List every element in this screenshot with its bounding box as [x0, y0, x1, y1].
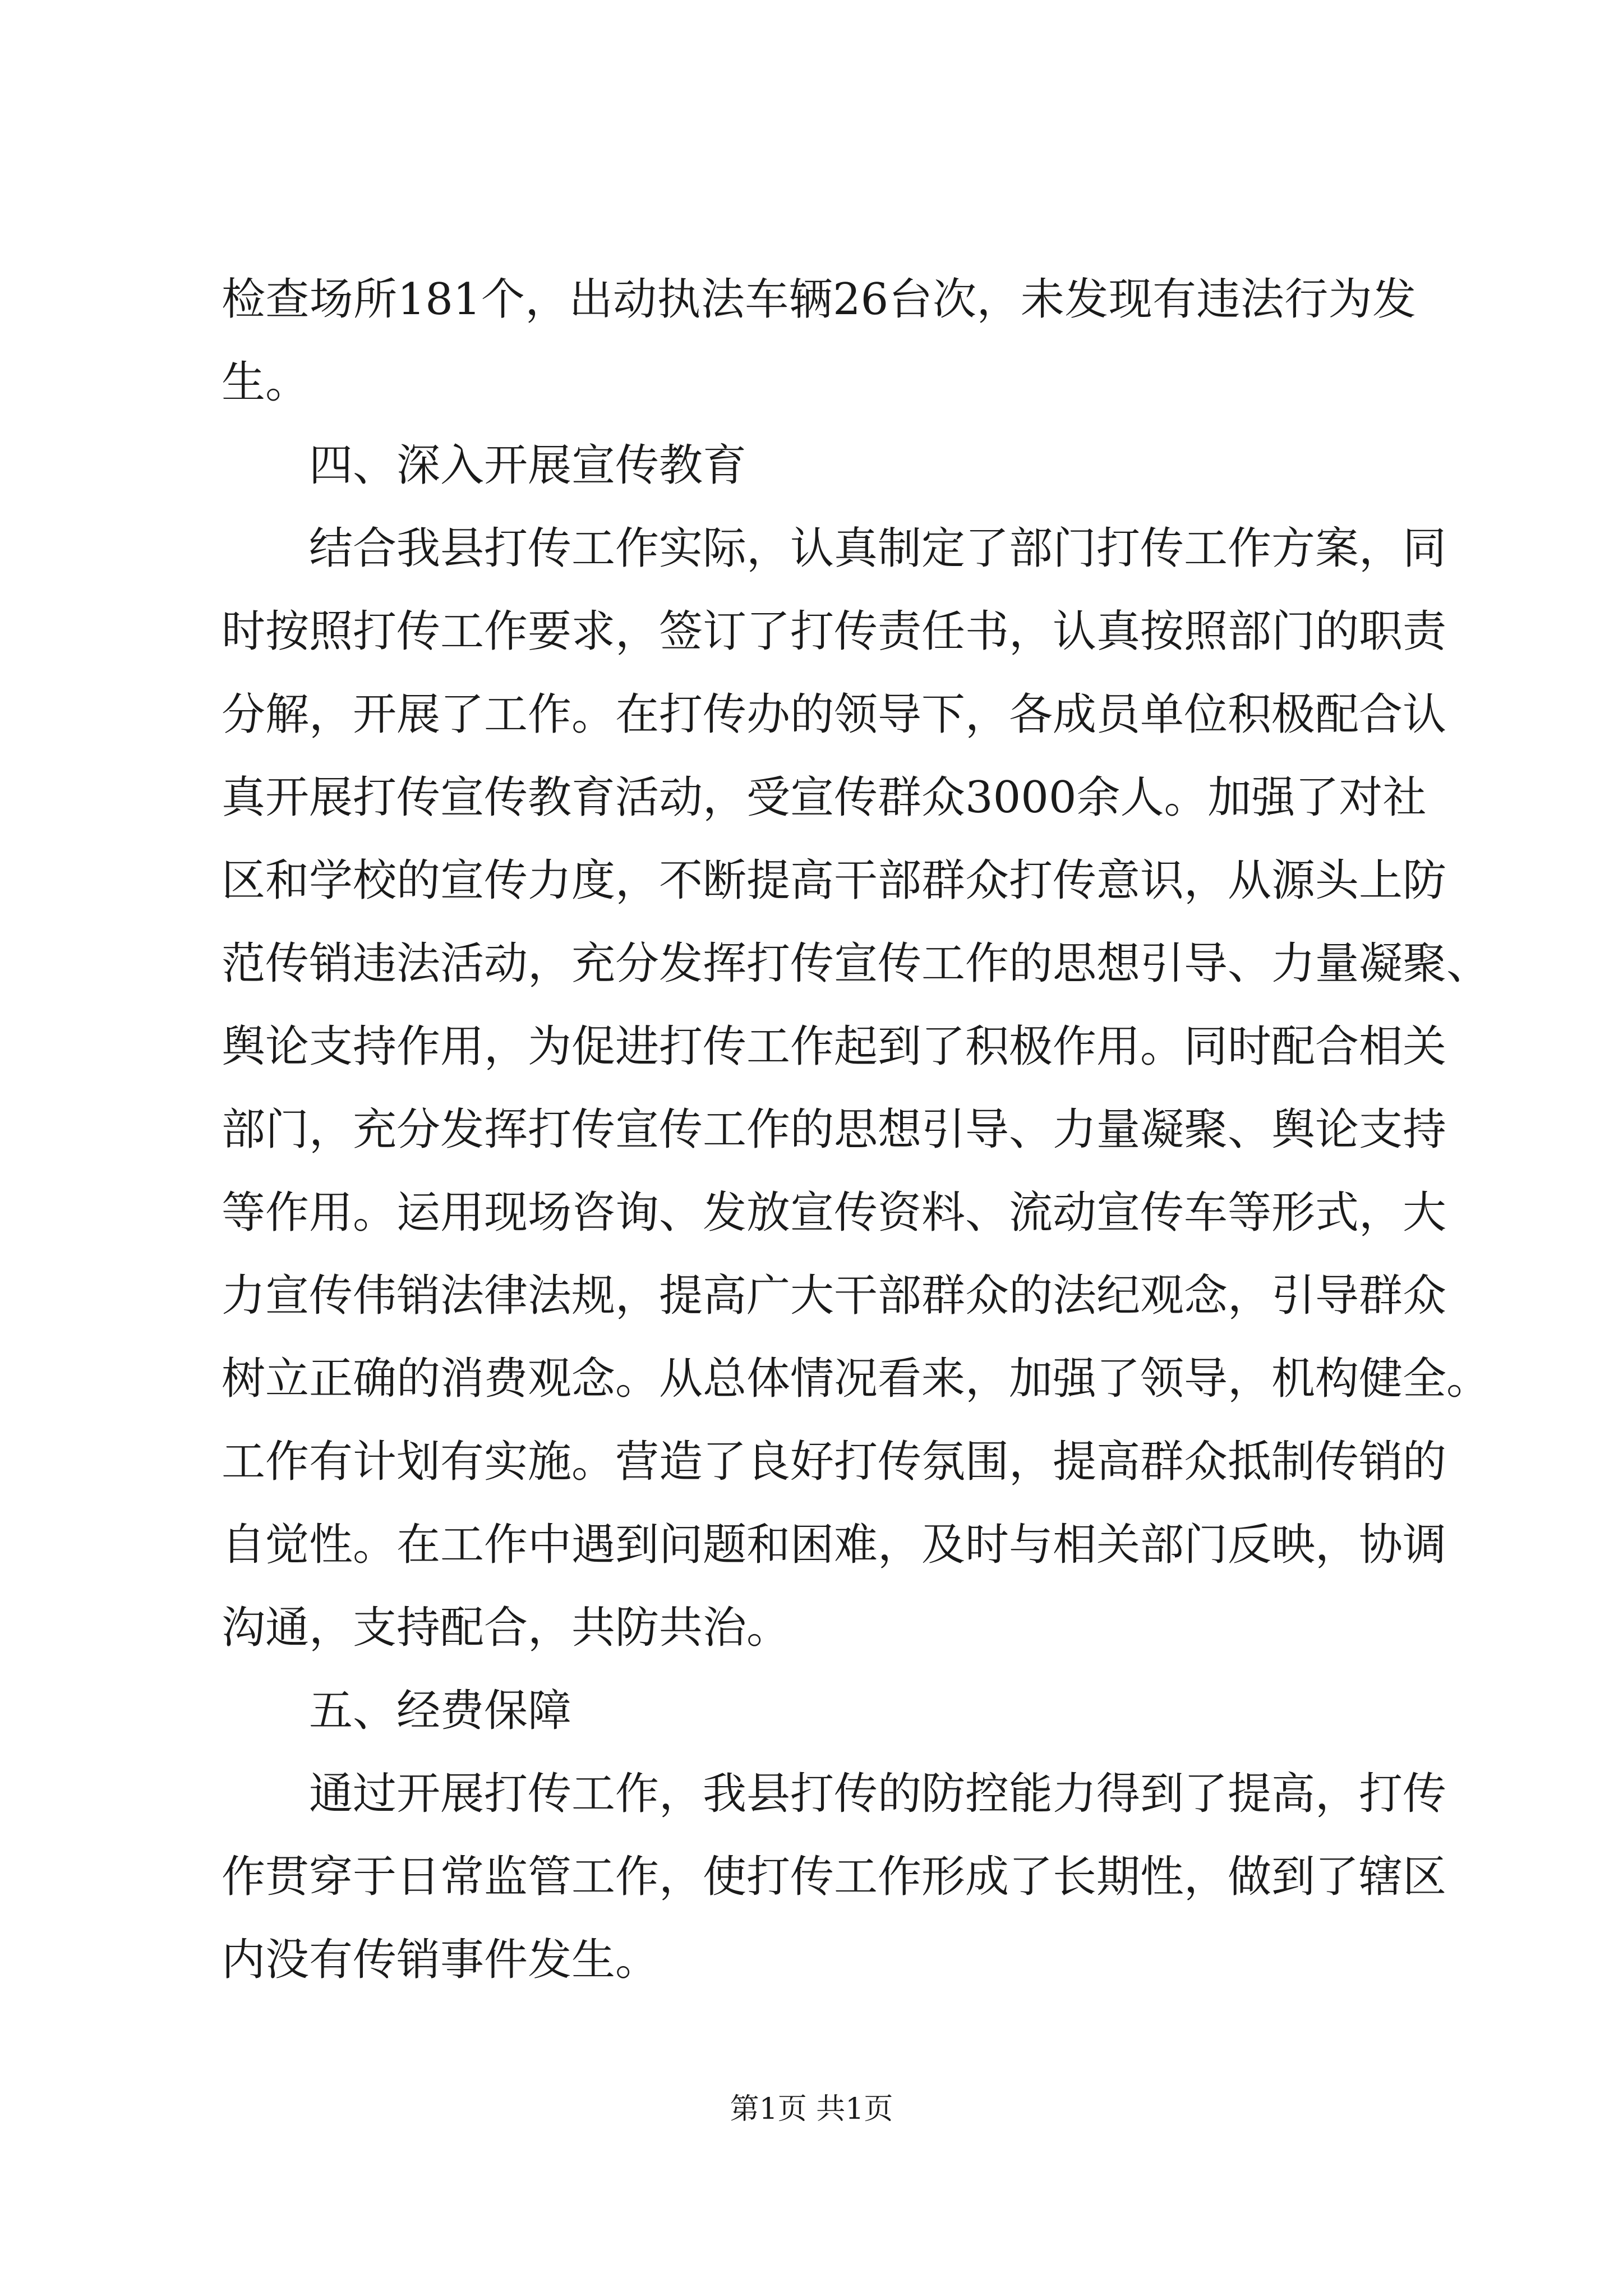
body-line: 等作用。运用现场咨询、发放宣传资料、流动宣传车等形式，大	[222, 1188, 1447, 1238]
body-line: 作贯穿于日常监管工作，使打传工作形成了长期性，做到了辖区	[222, 1852, 1447, 1902]
section-heading: 五、经费保障	[309, 1686, 572, 1736]
body-line: 力宣传伟销法律法规，提高广大干部群众的法纪观念，引导群众	[222, 1271, 1447, 1321]
body-line: 工作有计划有实施。营造了良好打传氛围，提高群众抵制传销的	[222, 1437, 1447, 1487]
body-line: 范传销违法活动，充分发挥打传宣传工作的思想引导、力量凝聚、	[222, 938, 1491, 989]
section-heading: 四、深入开展宣传教育	[309, 440, 747, 491]
body-line: 通过开展打传工作，我县打传的防控能力得到了提高，打传	[309, 1769, 1447, 1819]
body-line: 区和学校的宣传力度，不断提高干部群众打传意识，从源头上防	[222, 855, 1447, 906]
body-line: 内没有传销事件发生。	[222, 1935, 660, 1985]
body-line: 沟通，支持配合，共防共治。	[222, 1603, 791, 1653]
body-line: 真开展打传宣传教育活动，受宣传群众3000余人。加强了对社	[222, 772, 1427, 823]
body-line: 自觉性。在工作中遇到问题和困难，及时与相关部门反映，协调	[222, 1520, 1447, 1570]
body-line: 生。	[222, 357, 310, 408]
body-line: 结合我县打传工作实际，认真制定了部门打传工作方案，同	[309, 523, 1447, 574]
document-body	[222, 258, 1491, 2001]
body-line: 舆论支持作用，为促进打传工作起到了积极作用。同时配合相关	[222, 1022, 1447, 1072]
page-number: 第1页 共1页	[730, 2092, 893, 2126]
body-line: 分解，开展了工作。在打传办的领导下，各成员单位积极配合认	[222, 689, 1447, 740]
body-line: 检查场所181个，出动执法车辆26台次，未发现有违法行为发	[222, 274, 1416, 325]
body-line: 树立正确的消费观念。从总体情况看来，加强了领导，机构健全。	[222, 1354, 1491, 1404]
body-line: 时按照打传工作要求，签订了打传责任书，认真按照部门的职责	[222, 606, 1447, 657]
body-line: 部门，充分发挥打传宣传工作的思想引导、力量凝聚、舆论支持	[222, 1105, 1447, 1155]
